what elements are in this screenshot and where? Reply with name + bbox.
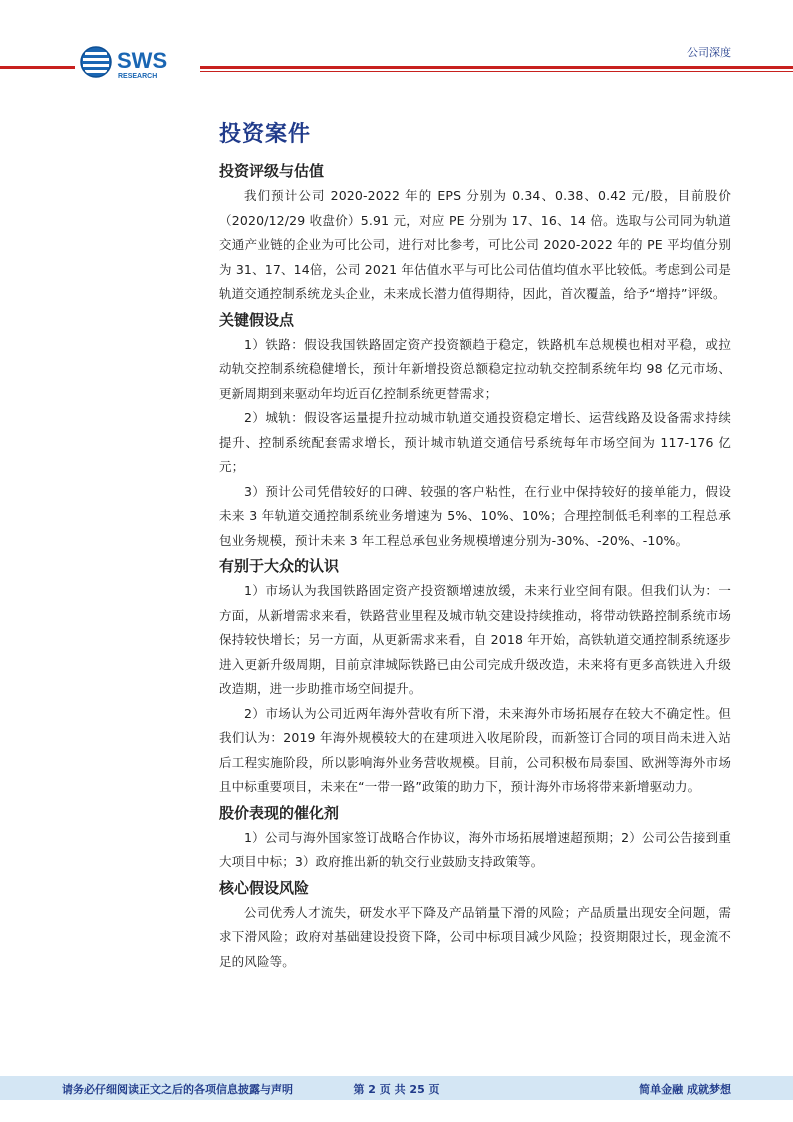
section-catalysts — [219, 800, 731, 875]
section-title: 股价表现的催化剂 — [219, 803, 340, 822]
section-valuation — [219, 158, 731, 307]
footer-disclaimer: 请务必仔细阅读正文之后的各项信息披露与声明 — [62, 1083, 293, 1096]
paragraph: 2）城轨：假设客运量提升拉动城市轨道交通投资稳定增长、运营线路及设备需求持续提升、控制系统配套需求增长，预计城市轨道交通信号系统每年市场空间为 117-176 亿元； — [219, 410, 731, 474]
page-title: 投资案件 — [219, 122, 312, 147]
paragraph: 1）公司与海外国家签订战略合作协议，海外市场拓展增速超预期；2）公司公告接到重大项目中标；3）政府推出新的轨交行业鼓励支持政策等。 — [219, 829, 731, 869]
section-key-assumptions — [219, 307, 731, 554]
paragraph: 2）市场认为公司近两年海外营收有所下滑，未来海外市场拓展存在较大不确定性。但我们认为：2019 年海外规模较大的在建项进入收尾阶段，而新签订合同的项目尚未进入站后工程实施阶段，所以影响海外业务营收规模。目前，公司积极布局泰国、欧洲等海外市场且中标重要项目，未来在“一带一路”政策的助力下，预计海外市场将带来新增驱动力。 — [219, 705, 731, 794]
sws-logo — [80, 44, 185, 84]
section-differing-views — [219, 553, 731, 800]
logo-subtext: RESEARCH — [118, 73, 158, 80]
header-rule-right-thin — [200, 71, 793, 72]
section-title: 核心假设风险 — [219, 878, 310, 897]
logo-text: SWS — [117, 48, 168, 73]
paragraph: 我们预计公司 2020-2022 年的 EPS 分别为 0.34、0.38、0.42 元/股，目前股价（2020/12/29 收盘价）5.91 元，对应 PE 分别为 17、16、14 倍。选取与公司同为轨道交通产业链的企业为可比公司，进行对比参考，可比公司 2020-2022 年的 PE 平均值分别为 31、17、14倍，公司 2021 年估值水平与可比公司估值均值水平比较低。考虑到公司是轨道交通控制系统龙头企业，未来成长潜力值得期待，因此，首次覆盖，给予“增持”评级。 — [219, 188, 731, 301]
paragraph: 3）预计公司凭借较好的口碑、较强的客户粘性，在行业中保持较好的接单能力，假设未来 3 年轨道交通控制系统业务增速为 5%、10%、10%；合理控制低毛利率的工程总承包业务规模，预计未来 3 年工程总承包业务规模增速分别为-30%、-20%、-10%。 — [219, 483, 731, 548]
logo-mark-icon — [81, 47, 111, 77]
section-title: 有别于大众的认识 — [219, 557, 340, 575]
page-number: 第 2 页 共 25 页 — [353, 1083, 440, 1096]
footer-slogan: 简单金融 成就梦想 — [639, 1083, 731, 1096]
section-risks — [219, 875, 731, 975]
report-body — [219, 118, 731, 974]
section-title: 关键假设点 — [219, 310, 295, 329]
doc-type-label: 公司深度 — [687, 46, 731, 59]
paragraph: 1）市场认为我国铁路固定资产投资额增速放缓，未来行业空间有限。但我们认为：一方面，从新增需求来看，铁路营业里程及城市轨交建设持续推动，将带动铁路控制系统市场保持较快增长；另一方面，从更新需求来看，自 2018 年开始，高铁轨道交通控制系统逐步进入更新升级周期，目前京津城际铁路已由公司完成升级改造，未来将有更多高铁进入升级改造期，进一步助推市场空间提升。 — [219, 583, 731, 696]
header-rule-left — [0, 66, 75, 69]
paragraph: 公司优秀人才流失，研发水平下降及产品销量下滑的风险；产品质量出现安全问题，需求下滑风险；政府对基础建设投资下降，公司中标项目减少风险；投资期限过长，现金流不足的风险等。 — [219, 904, 731, 969]
header-rule-right — [200, 66, 793, 69]
paragraph: 1）铁路：假设我国铁路固定资产投资额趋于稳定，铁路机车总规模也相对平稳，或拉动轨交控制系统稳健增长，预计年新增投资总额稳定拉动轨交控制系统年均 98 亿元市场、更新周期到来驱动年均近百亿控制系统更替需求； — [219, 336, 731, 401]
section-title: 投资评级与估值 — [219, 162, 325, 180]
